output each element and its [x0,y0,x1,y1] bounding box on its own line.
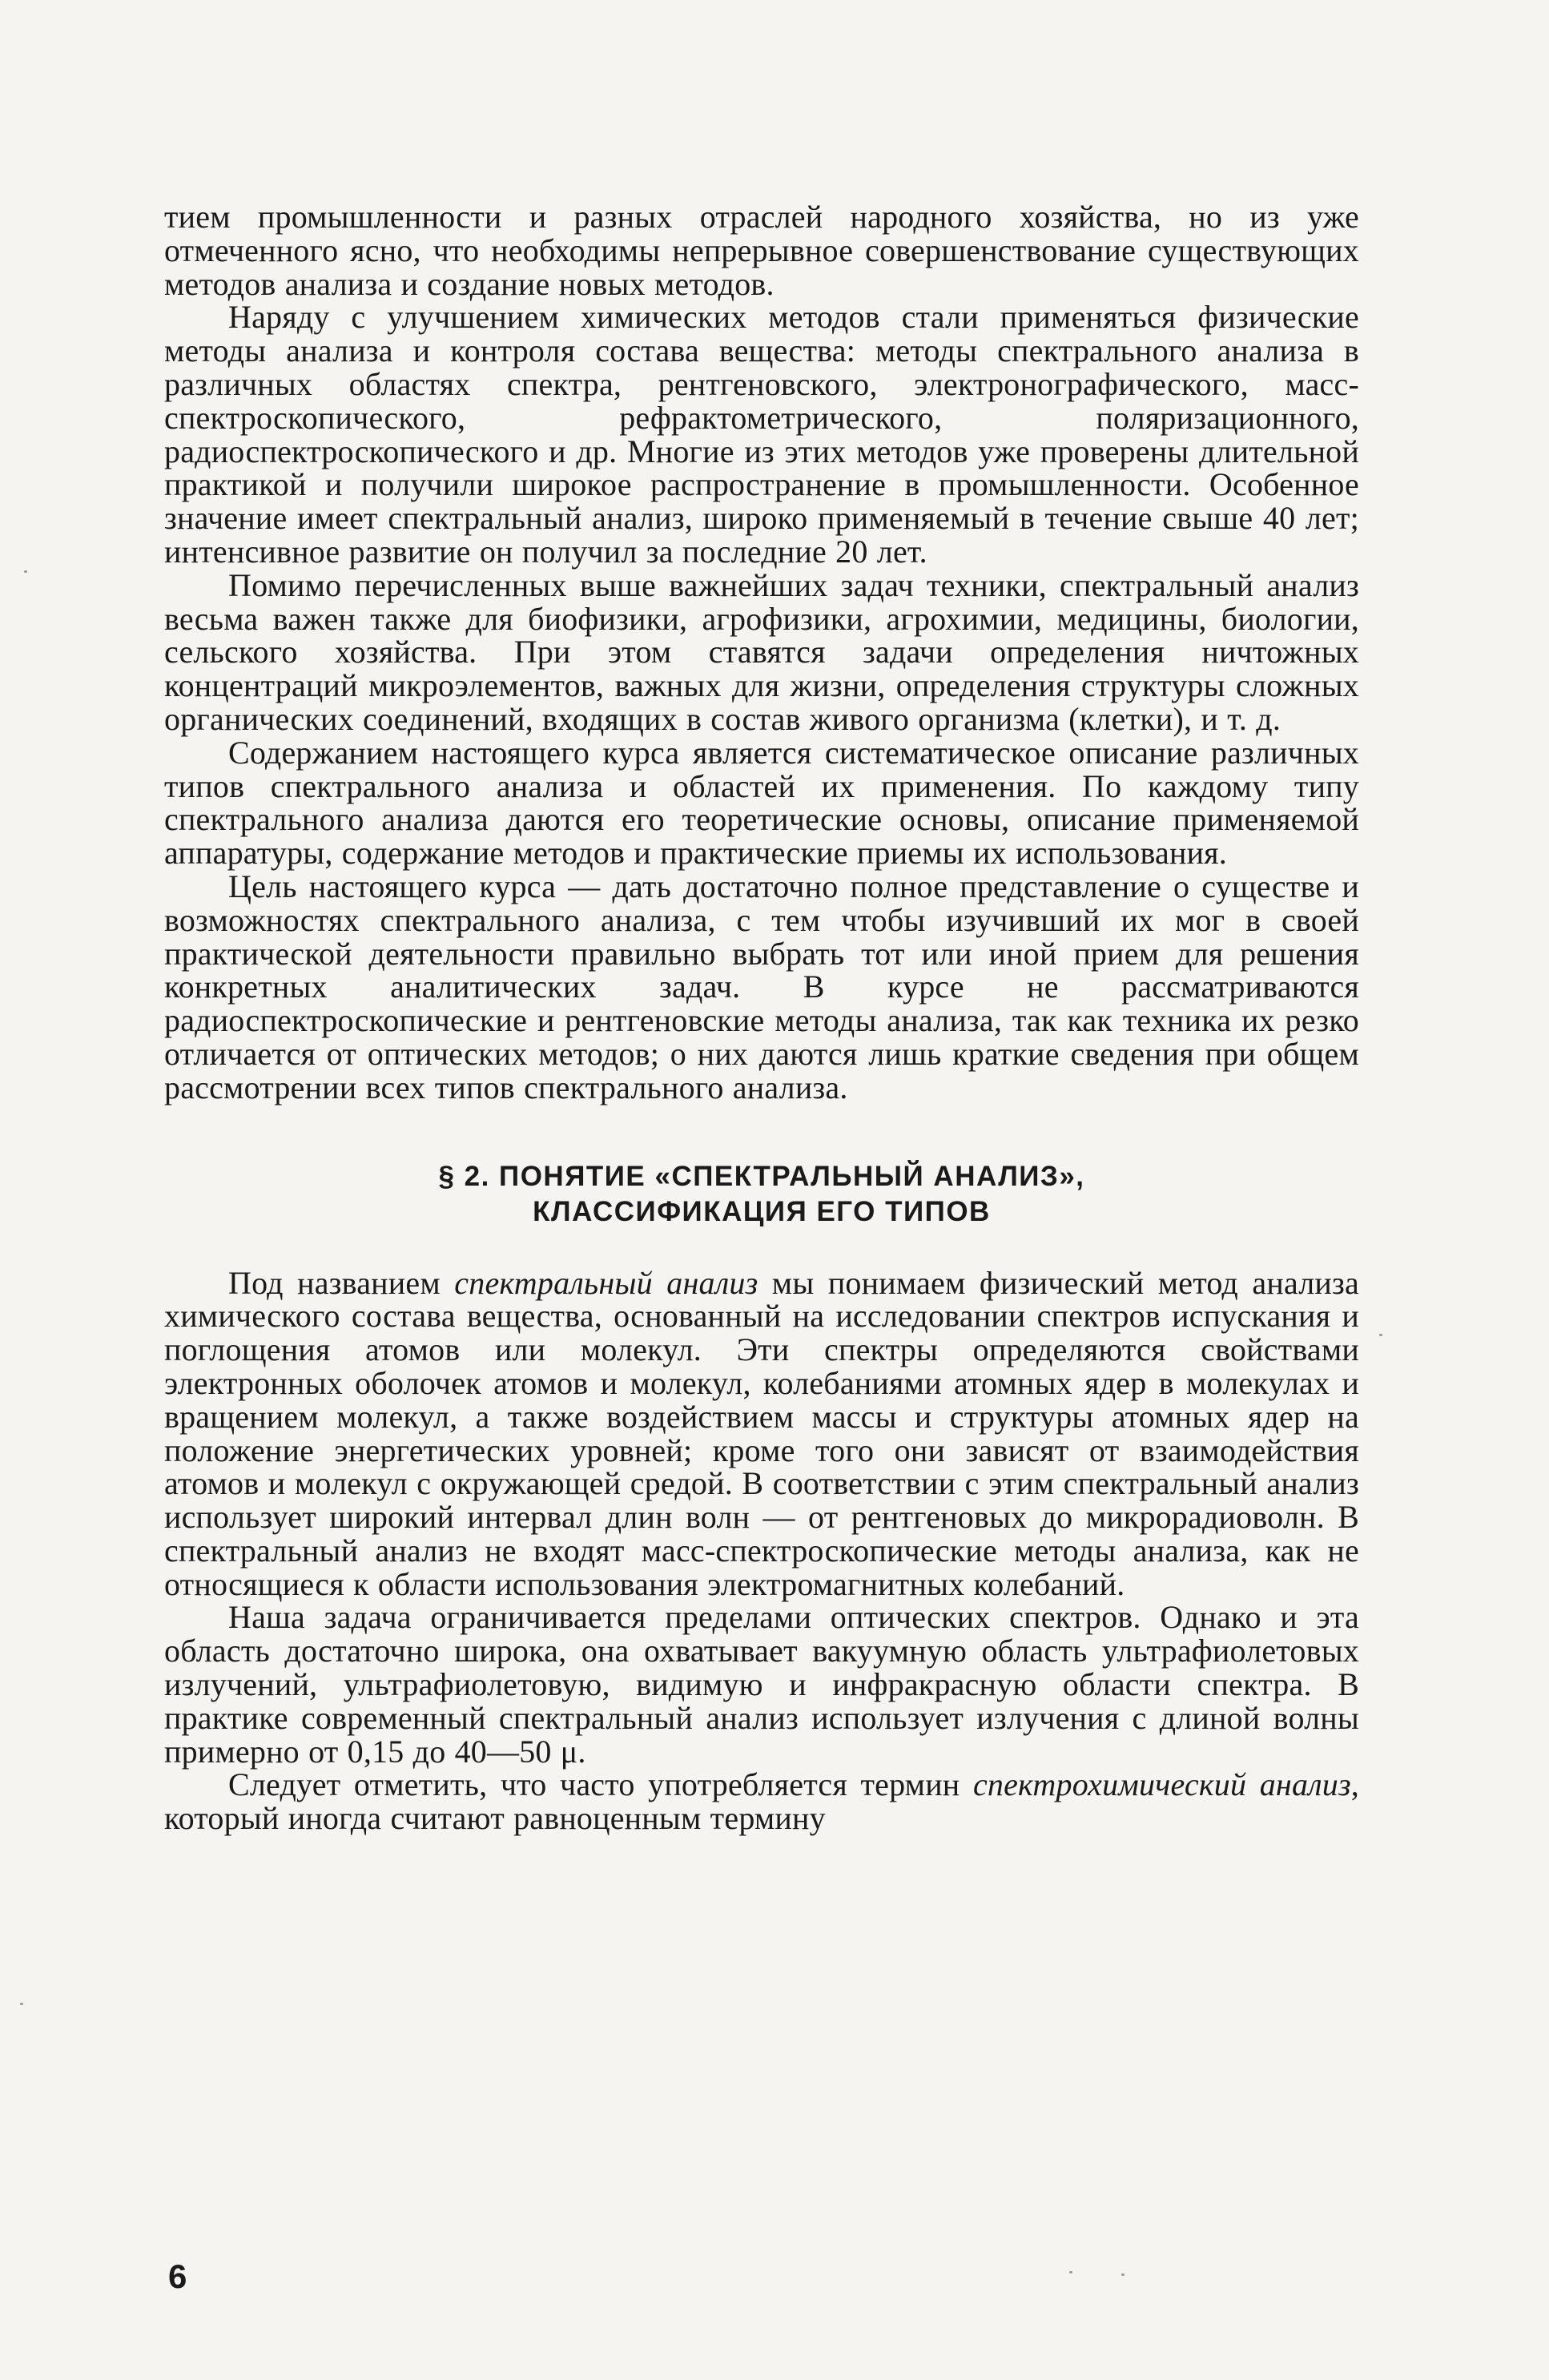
section-heading-line-2: КЛАССИФИКАЦИЯ ЕГО ТИПОВ [533,1195,991,1227]
scan-speck [1069,2271,1072,2273]
definition-term: спектральный анализ [454,1264,758,1301]
scan-speck [20,2003,23,2005]
scan-speck [1379,1334,1382,1336]
paragraph-optical-spectra: Наша задача ограничивается пределами оптических спектров. Однако и эта область достаточно широка, она охватывает вакуумную область ультрафиолетовых излучений, ультрафиолетовую, видимую и инфракрасную области спектра. В практике современный спектральный анализ использует излучения с длиной волны примерно от 0,15 до 40—50 μ. [164,1599,1359,1770]
paragraph-biophysics: Помимо перечисленных выше важнейших задач техники, спектральный анализ весьма важен также для биофизики, агрофизики, агрохимии, медицины, биологии, сельского хозяйства. При этом ставятся задачи определения ничтожных концентраций микроэлементов, важных для жизни, определения структуры сложных органических соединений, входящих в состав живого организма (клетки), и т. д. [164,566,1359,737]
scan-speck [1121,2273,1125,2276]
paragraph-spectrochemical [164,1768,1359,1835]
definition-text-before: Под названием [228,1264,455,1301]
paragraph-physical-methods: Наряду с улучшением химических методов стали применяться физические методы анализа и контроля состава вещества: методы спектрального анализа в различных областях спектра, рентгеновского, электронографического, масс-спектроскопического, рефрактометрического, поляризационного, радиоспектроскопического и др. Многие из этих методов уже проверены длительной практикой и получили широкое распространение в промышленности. Особенное значение имеет спектральный анализ, широко применяемый в течение свыше 40 лет; интенсивное развитие он получил за последние 20 лет. [164,299,1359,570]
definition-text-after: мы понимаем физический метод анализа химического состава вещества, основанный на исследовании спектров испускания и поглощения атомов или молекул. Эти спектры определяются свойствами электронных оболочек атомов и молекул, колебаниями атомных ядер в молекулах и вращением молекул, а также воздействием массы и структуры атомных ядер на положение энергетических уровней; кроме того они зависят от взаимодействия атомов и молекул с окружающей средой. В соответствии с этим спектральный анализ использует широкий интервал длин волн — от рентгеновых до микрорадиоволн. В спектральный анализ не входят масс-спектроскопические методы анализа, как не относящиеся к области использования электромагнитных колебаний. [164,1264,1359,1602]
section-heading-line-1: § 2. ПОНЯТИЕ «СПЕКТРАЛЬНЫЙ АНАЛИЗ», [438,1160,1085,1192]
paragraph-definition [164,1264,1359,1602]
page-number: 6 [168,2257,187,2295]
section-heading [164,1159,1359,1230]
spectrochemical-text-after: , который иногда считают равноценным термину [164,1766,1359,1837]
spectrochemical-term: спектрохимический анализ [972,1766,1351,1803]
scan-speck [24,570,27,573]
paragraph-continuation: тием промышленности и разных отраслей народного хозяйства, но из уже отмеченного ясно, что необходимы непрерывное совершенствование существующих методов анализа и создание новых методов. [164,199,1359,302]
paragraph-course-content: Содержанием настоящего курса является систематическое описание различных типов спектрального анализа и областей их применения. По каждому типу спектрального анализа даются его теоретические основы, описание применяемой аппаратуры, содержание методов и практические приемы их использования. [164,734,1359,872]
spectrochemical-text-before: Следует отметить, что часто употребляется термин [228,1766,973,1803]
page-body [164,200,1359,1835]
paragraph-course-goal: Цель настоящего курса — дать достаточно полное представление о существе и возможностях спектрального анализа, с тем чтобы изучивший их мог в своей практической деятельности правильно выбрать тот или иной прием для решения конкретных аналитических задач. В курсе не рассматриваются радиоспектроскопические и рентгеновские методы анализа, так как техника их резко отличается от оптических методов; о них даются лишь краткие сведения при общем рассмотрении всех типов спектрального анализа. [164,868,1359,1105]
